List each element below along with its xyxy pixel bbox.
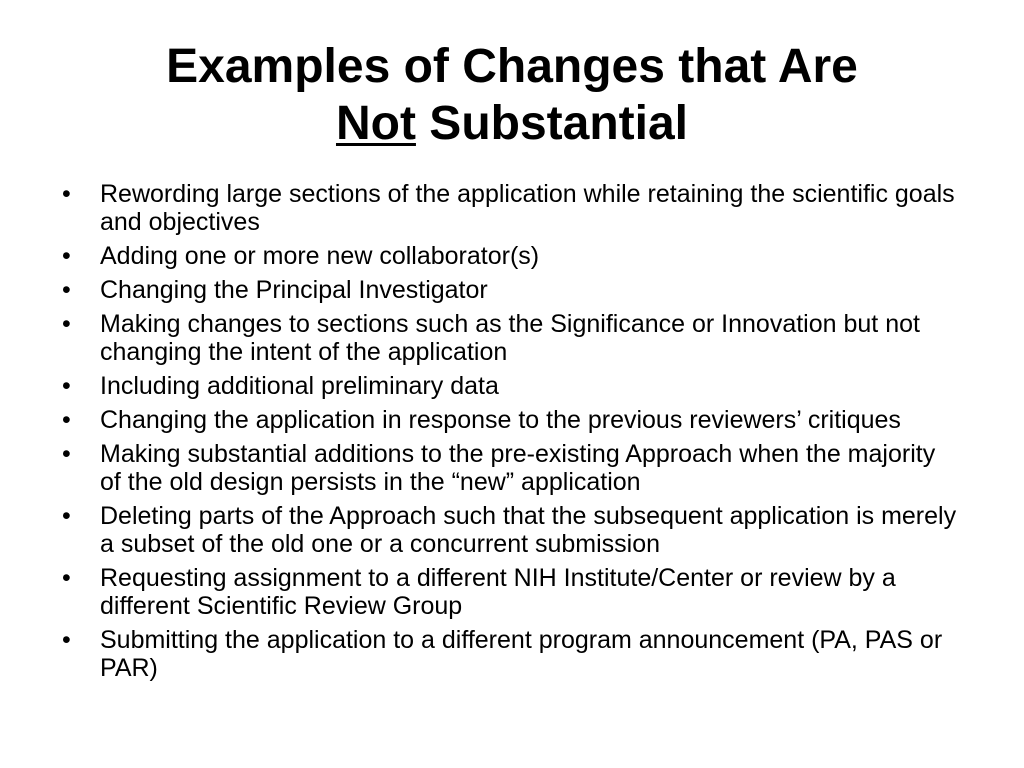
- bullet-icon: •: [62, 564, 71, 592]
- bullet-text: Making substantial additions to the pre-existing Approach when the majority of the old design persists in the “new” application: [100, 440, 936, 496]
- title-line-2-rest: Substantial: [429, 97, 688, 150]
- bullet-text: Changing the Principal Investigator: [100, 276, 488, 304]
- slide-title: [0, 38, 1024, 152]
- bullet-icon: •: [62, 372, 71, 400]
- title-emphasis: Not: [335, 97, 416, 150]
- bullet-icon: •: [62, 242, 71, 270]
- bullet-text: Making changes to sections such as the Significance or Innovation but not changing the intent of the application: [100, 310, 920, 366]
- bullet-item: [60, 502, 960, 558]
- bullet-icon: •: [62, 626, 71, 654]
- bullet-icon: •: [62, 502, 71, 530]
- bullet-icon: •: [62, 276, 71, 304]
- bullet-list: [60, 180, 960, 688]
- bullet-item: [60, 564, 960, 620]
- bullet-text: Rewording large sections of the application while retaining the scientific goals and objectives: [100, 180, 955, 236]
- bullet-icon: •: [62, 180, 71, 208]
- bullet-text: Submitting the application to a different program announcement (PA, PAS or PAR): [100, 626, 943, 682]
- bullet-item: [60, 440, 960, 496]
- bullet-text: Adding one or more new collaborator(s): [100, 242, 540, 270]
- bullet-text: Requesting assignment to a different NIH Institute/Center or review by a different Scientific Review Group: [100, 564, 896, 620]
- bullet-icon: •: [62, 310, 71, 338]
- bullet-item: [60, 180, 960, 236]
- bullet-text: Including additional preliminary data: [100, 372, 499, 400]
- bullet-item: [60, 276, 960, 304]
- bullet-item: [60, 242, 960, 270]
- title-line-1: Examples of Changes that Are: [166, 40, 858, 93]
- bullet-item: [60, 626, 960, 682]
- bullet-text: Changing the application in response to the previous reviewers’ critiques: [100, 406, 901, 434]
- title-line-2: [0, 95, 1024, 152]
- bullet-item: [60, 406, 960, 434]
- bullet-text: Deleting parts of the Approach such that the subsequent application is merely a subset of the old one or a concurrent submission: [100, 502, 957, 558]
- bullet-item: [60, 372, 960, 400]
- bullet-icon: •: [62, 440, 71, 468]
- bullet-item: [60, 310, 960, 366]
- bullet-icon: •: [62, 406, 71, 434]
